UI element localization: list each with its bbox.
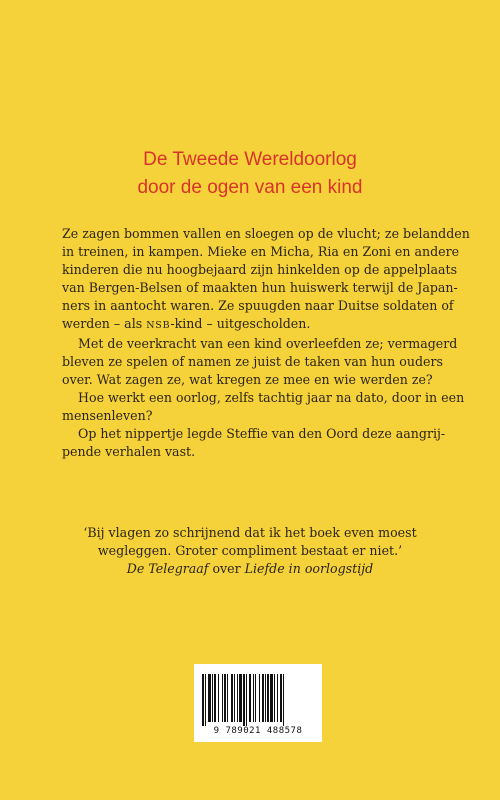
blurb-line: mensenleven? [62, 408, 153, 423]
barcode-bar [208, 674, 211, 722]
barcode-bar [267, 674, 269, 722]
blurb-line: Op het nippertje legde Steffie van den Oord deze aangrij- [78, 426, 446, 441]
barcode-bar [237, 674, 238, 722]
quote-line-1: ‘Bij vlagen zo schrijnend dat ik het boek even moest [83, 525, 417, 540]
blurb-line: Ze zagen bommen vallen en sloegen op de vlucht; ze belandden [62, 226, 470, 241]
quote-attribution [0, 560, 500, 578]
barcode-bar [283, 674, 284, 726]
headline-line-2: door de ogen van een kind [137, 177, 363, 198]
barcode-bar [231, 674, 233, 722]
barcode-bar [262, 674, 264, 722]
barcode-bar [214, 674, 216, 722]
barcode-bar [212, 674, 213, 722]
barcode-bar [224, 674, 226, 722]
blurb-line: pende verhalen vast. [62, 444, 196, 459]
press-quote [0, 524, 500, 578]
blurb-line [62, 315, 450, 335]
barcode-bar [234, 674, 235, 722]
blurb-fragment: werden – als [62, 316, 147, 331]
barcode-bar [274, 674, 275, 722]
blurb-line: Hoe werkt een oorlog, zelfs tachtig jaar na dato, door in een [78, 390, 465, 405]
barcode-bar [239, 674, 242, 722]
isbn-barcode [194, 664, 322, 742]
barcode-bar [249, 674, 251, 722]
blurb-line: over. Wat zagen ze, wat kregen ze mee en wie werden ze? [62, 372, 433, 387]
blurb-line: in treinen, in kampen. Mieke en Micha, Ria en Zoni en andere [62, 244, 460, 259]
blurb-small-caps: NSB [146, 320, 171, 331]
blurb-line: ners in aantocht waren. Ze spuugden naar Duitse soldaten of [62, 298, 454, 313]
quote-line-2: wegleggen. Groter compliment bestaat er niet.’ [97, 543, 403, 558]
blurb-line: kinderen die nu hoogbejaard zijn hinkelden op de appelplaats [62, 262, 458, 277]
barcode-bar [253, 674, 254, 722]
barcode-bar [243, 674, 245, 726]
barcode-bar [227, 674, 228, 722]
quote-book-title: Liefde in oorlogstijd [244, 561, 374, 576]
barcode-bar [222, 674, 223, 722]
quote-source: De Telegraaf [126, 561, 209, 576]
barcode-bar [265, 674, 266, 722]
barcode-bar [280, 674, 282, 722]
barcode-bar [205, 674, 206, 726]
blurb-fragment: -kind – uitgescholden. [170, 316, 311, 331]
barcode-bar [259, 674, 260, 722]
blurb-line: van Bergen-Belsen of maakten hun huiswerk terwijl de Japan- [62, 280, 458, 295]
barcode-bar [246, 674, 247, 726]
quote-connector: over [208, 561, 245, 576]
barcode-bar [218, 674, 219, 722]
headline [0, 146, 500, 202]
blurb-line: Met de veerkracht van een kind overleefden ze; vermagerd [78, 336, 458, 351]
blurb-line: bleven ze spelen of namen ze juist de taken van hun ouders [62, 354, 443, 369]
isbn-number: 9 789021 488578 [213, 726, 303, 736]
headline-line-1: De Tweede Wereldoorlog [143, 149, 357, 170]
barcode-bar [255, 674, 256, 722]
blurb-text [62, 225, 470, 461]
barcode-bar [270, 674, 273, 722]
barcode-bar [277, 674, 278, 722]
barcode-bar [202, 674, 204, 726]
ean13-barcode-icon [202, 674, 314, 726]
